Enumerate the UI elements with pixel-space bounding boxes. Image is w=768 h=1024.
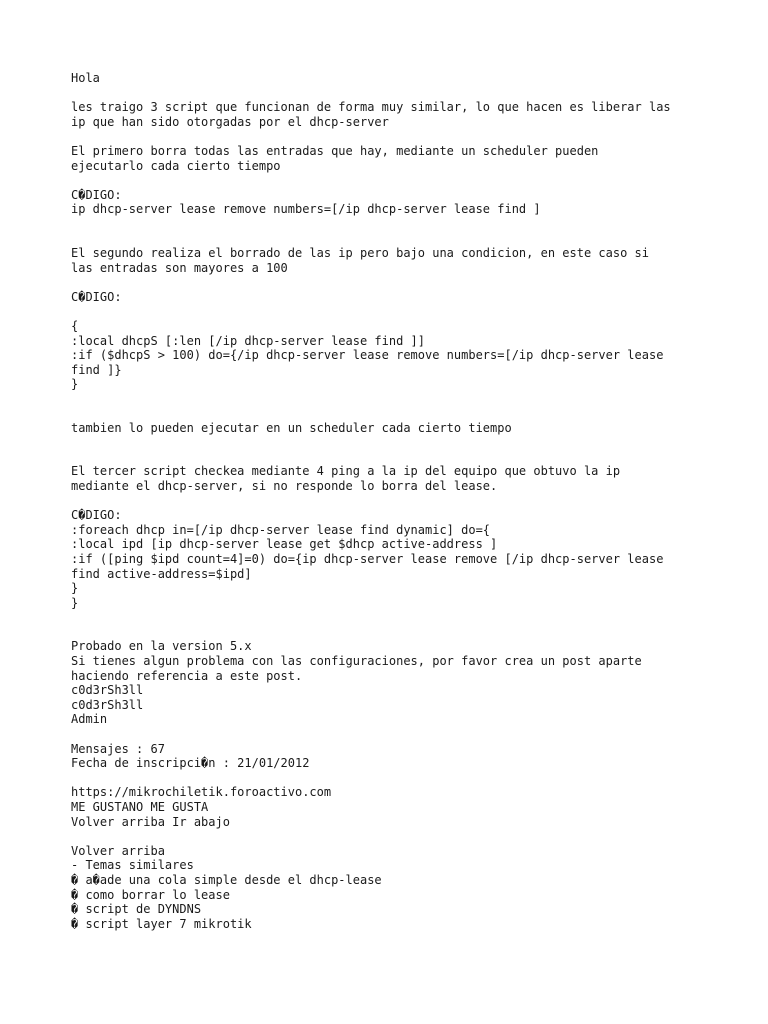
code-line: }: [71, 377, 79, 392]
code-line: :foreach dhcp in=[/ip dhcp-server lease find dynamic] do={: [71, 522, 491, 537]
similar-topics-heading: - Temas similares: [71, 858, 194, 873]
script3-description: mediante el dhcp-server, si no responde lo borra del lease.: [71, 479, 498, 494]
intro-line: les traigo 3 script que funcionan de forma muy similar, lo que hacen es liberar las: [71, 100, 671, 115]
code-line: {: [71, 318, 79, 333]
author-name: c0d3rSh3ll: [71, 697, 144, 712]
greeting-text: Hola: [71, 71, 100, 85]
script1-description: El primero borra todas las entradas que hay, mediante un scheduler pueden: [71, 143, 599, 158]
code-label: C�DIGO:: [71, 187, 122, 202]
similar-topic-link[interactable]: � como borrar lo lease: [71, 887, 230, 902]
code-line: }: [71, 595, 79, 610]
code-line: }: [71, 581, 79, 596]
similar-topic-link[interactable]: � script de DYNDNS: [71, 902, 202, 917]
like-buttons[interactable]: ME GUSTANO ME GUSTA: [71, 799, 209, 814]
nav-links[interactable]: Volver arriba Ir abajo: [71, 814, 230, 829]
code-line: :if ($dhcpS > 100) do={/ip dhcp-server lease remove numbers=[/ip dhcp-server lease: [71, 348, 664, 363]
help-text: Si tienes algun problema con las configuraciones, por favor crea un post aparte: [71, 654, 642, 668]
script2-note: tambien lo pueden ejecutar en un scheduler cada cierto tiempo: [71, 420, 512, 435]
author-name[interactable]: c0d3rSh3ll: [71, 683, 144, 698]
script2-description: El segundo realiza el borrado de las ip pero bajo una condicion, en este caso si: [71, 245, 649, 260]
code-line: :if ([ping $ipd count=4]=0) do={ip dhcp-server lease remove [/ip dhcp-server lease: [71, 552, 664, 567]
document-page: [71, 71, 711, 931]
author-role: Admin: [71, 712, 108, 727]
intro-line: ip que han sido otorgadas por el dhcp-server: [71, 114, 389, 129]
forum-url-link[interactable]: https://mikrochiletik.foroactivo.com: [71, 785, 332, 800]
code-line: :local ipd [ip dhcp-server lease get $dhcp active-address ]: [71, 537, 498, 552]
back-to-top-link[interactable]: Volver arriba: [71, 843, 165, 858]
script1-description: ejecutarlo cada cierto tiempo: [71, 158, 281, 173]
similar-topic-link[interactable]: � script layer 7 mikrotik: [71, 916, 252, 931]
code-label: C�DIGO:: [71, 289, 122, 304]
code-line: find ]}: [71, 362, 122, 377]
message-count: Mensajes : 67: [71, 741, 165, 756]
help-text: haciendo referencia a este post.: [71, 668, 303, 683]
similar-topic-link[interactable]: � a�ade una cola simple desde el dhcp-lease: [71, 872, 382, 887]
script2-description: las entradas son mayores a 100: [71, 260, 288, 275]
join-date: Fecha de inscripci�n : 21/01/2012: [71, 756, 310, 771]
code-label: C�DIGO:: [71, 508, 122, 523]
script3-description: El tercer script checkea mediante 4 ping a la ip del equipo que obtuvo la ip: [71, 464, 621, 479]
code-line: :local dhcpS [:len [/ip dhcp-server lease find ]]: [71, 333, 426, 348]
tested-version-text: Probado en la version 5.x: [71, 639, 252, 654]
code-line: find active-address=$ipd]: [71, 566, 252, 581]
code-line: ip dhcp-server lease remove numbers=[/ip dhcp-server lease find ]: [71, 202, 541, 217]
